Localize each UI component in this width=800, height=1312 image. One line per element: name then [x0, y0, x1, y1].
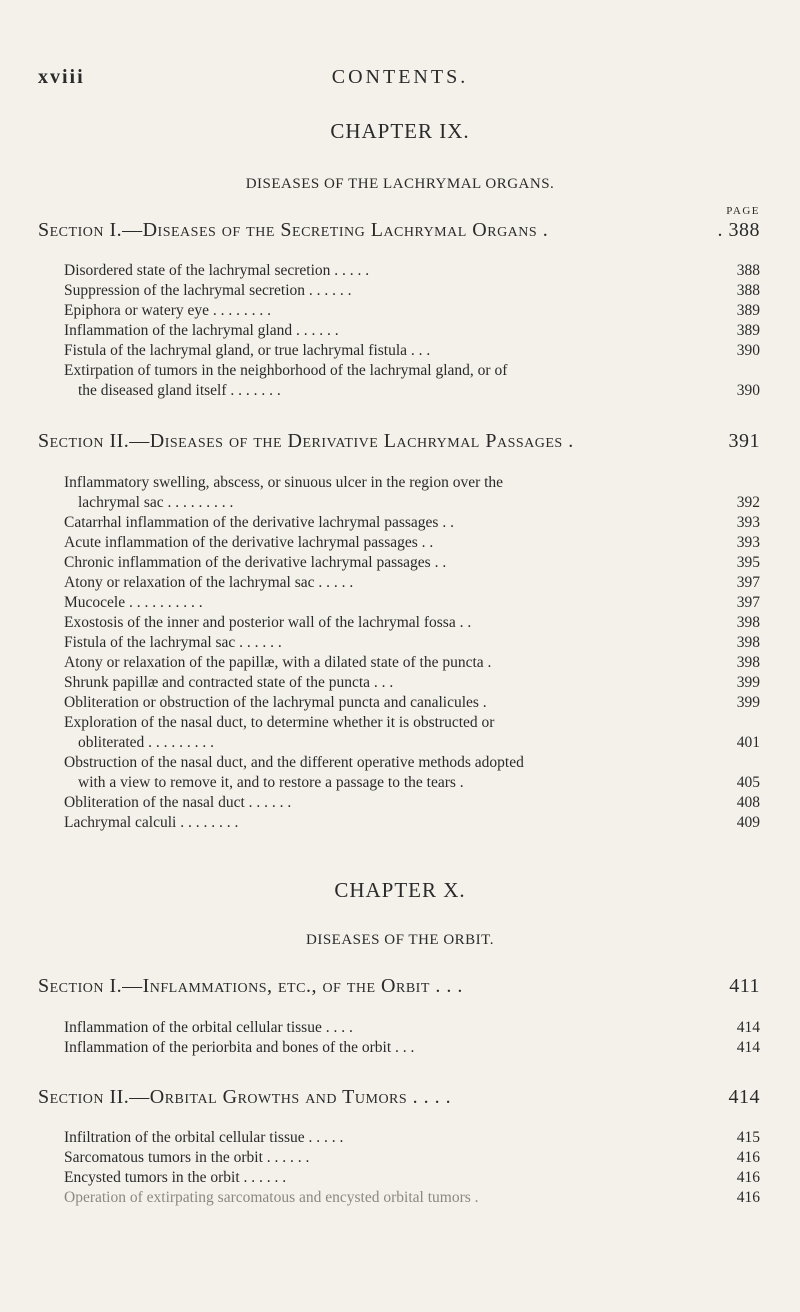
- chapter-subtitle: DISEASES OF THE LACHRYMAL ORGANS.: [245, 176, 555, 192]
- page-number: 392: [736, 494, 760, 511]
- page-number: 389: [736, 302, 760, 319]
- toc-entry: [64, 674, 760, 694]
- toc-entry: [64, 794, 760, 814]
- toc-entry: [64, 382, 760, 402]
- entry-text: Acute inflammation of the derivative lachrymal passages . .: [64, 534, 434, 551]
- entry-text: Shrunk papillæ and contracted state of the puncta . . .: [64, 674, 394, 691]
- entry-text: Lachrymal calculi . . . . . . . .: [64, 814, 239, 831]
- toc-entry: [64, 694, 760, 714]
- entry-text: Catarrhal inflammation of the derivative lachrymal passages . .: [64, 514, 454, 531]
- page-number: 416: [736, 1189, 760, 1206]
- section-title: Section I.—Diseases of the Secreting Lachrymal Organs .: [38, 219, 549, 241]
- running-head: [38, 66, 762, 96]
- entry-text: Chronic inflammation of the derivative lachrymal passages . .: [64, 554, 447, 571]
- toc-entry: [64, 574, 760, 594]
- toc-entry: [64, 262, 760, 282]
- page-number: 397: [736, 594, 760, 611]
- page-number: 393: [736, 534, 760, 551]
- toc-entry: [64, 302, 760, 322]
- page-number: 416: [736, 1169, 760, 1186]
- page-number: 405: [736, 774, 760, 791]
- entry-text: Inflammation of the lachrymal gland . . . . . .: [64, 322, 339, 339]
- entry-text: Atony or relaxation of the lachrymal sac . . . . .: [64, 574, 354, 591]
- section-heading: [38, 975, 760, 999]
- page-number: 414: [736, 1019, 760, 1036]
- page-number: 411: [729, 975, 760, 997]
- toc-entry: [64, 774, 760, 794]
- toc-entry: [64, 594, 760, 614]
- entry-text: Suppression of the lachrymal secretion . . . . . .: [64, 282, 352, 299]
- entry-text: Infiltration of the orbital cellular tissue . . . . .: [64, 1129, 344, 1146]
- page-column-label: PAGE: [726, 205, 760, 217]
- page-number: 414: [728, 1086, 760, 1108]
- toc-entry: [64, 1019, 760, 1039]
- entry-text: Encysted tumors in the orbit . . . . . .: [64, 1169, 287, 1186]
- entry-text: Exostosis of the inner and posterior wall of the lachrymal fossa . .: [64, 614, 472, 631]
- entry-text: Epiphora or watery eye . . . . . . . .: [64, 302, 272, 319]
- page-number: 391: [728, 430, 760, 452]
- toc-entry: [64, 1169, 760, 1189]
- running-title: CONTENTS.: [331, 66, 469, 88]
- entry-text: with a view to remove it, and to restore a passage to the tears .: [78, 774, 464, 791]
- page-number: 390: [736, 342, 760, 359]
- entry-text: Exploration of the nasal duct, to determine whether it is obstructed or: [64, 714, 495, 731]
- toc-entry: [64, 1149, 760, 1169]
- entry-text: Sarcomatous tumors in the orbit . . . . . .: [64, 1149, 310, 1166]
- toc-entry: [64, 734, 760, 754]
- toc-entry: [64, 362, 760, 382]
- page-number: 414: [736, 1039, 760, 1056]
- page-number: 393: [736, 514, 760, 531]
- entry-text: Obstruction of the nasal duct, and the different operative methods adopted: [64, 754, 524, 771]
- toc-entry: [64, 514, 760, 534]
- page-number: 399: [736, 694, 760, 711]
- toc-entry: [64, 634, 760, 654]
- entry-text: Extirpation of tumors in the neighborhood of the lachrymal gland, or of: [64, 362, 508, 379]
- page-folio: xviii: [38, 66, 85, 88]
- toc-entry: [64, 754, 760, 774]
- toc-entry: [64, 322, 760, 342]
- page-number: 395: [736, 554, 760, 571]
- section-title: Section II.—Orbital Growths and Tumors . . . .: [38, 1086, 452, 1108]
- chapter-title: CHAPTER X.: [334, 878, 466, 902]
- page-number: 390: [736, 382, 760, 399]
- page-number: 399: [736, 674, 760, 691]
- page-number: 398: [736, 634, 760, 651]
- page-number: 401: [736, 734, 760, 751]
- entry-text: Obliteration or obstruction of the lachrymal puncta and canalicules .: [64, 694, 487, 711]
- entry-text: Fistula of the lachrymal gland, or true lachrymal fistula . . .: [64, 342, 431, 359]
- page-number: 397: [736, 574, 760, 591]
- toc-entry: [64, 1129, 760, 1149]
- entry-text: Fistula of the lachrymal sac . . . . . .: [64, 634, 282, 651]
- entry-text: Obliteration of the nasal duct . . . . . .: [64, 794, 292, 811]
- page-number: 416: [736, 1149, 760, 1166]
- toc-entry: [64, 1189, 760, 1209]
- toc-entry: [64, 342, 760, 362]
- chapter-title: CHAPTER IX.: [330, 119, 470, 143]
- toc-entry: [64, 1039, 760, 1059]
- toc-entry: [64, 534, 760, 554]
- entry-text: Inflammation of the periorbita and bones of the orbit . . .: [64, 1039, 415, 1056]
- page-number: 388: [736, 262, 760, 279]
- section-title: Section II.—Diseases of the Derivative Lachrymal Passages .: [38, 430, 574, 452]
- entry-text: Inflammation of the orbital cellular tissue . . . .: [64, 1019, 353, 1036]
- entry-text: Atony or relaxation of the papillæ, with a dilated state of the puncta .: [64, 654, 492, 671]
- chapter-subtitle: DISEASES OF THE ORBIT.: [306, 932, 494, 948]
- toc-entry: [64, 494, 760, 514]
- entry-text: obliterated . . . . . . . . .: [78, 734, 215, 751]
- page-number: 398: [736, 614, 760, 631]
- page-number: . 388: [717, 219, 760, 241]
- toc-entry: [64, 614, 760, 634]
- section-title: Section I.—Inflammations, etc., of the Orbit . . .: [38, 975, 463, 997]
- toc-entry: [64, 554, 760, 574]
- toc-entry: [64, 714, 760, 734]
- entry-text: Mucocele . . . . . . . . . .: [64, 594, 203, 611]
- toc-entry: [64, 654, 760, 674]
- page-number: 388: [736, 282, 760, 299]
- entry-text: the diseased gland itself . . . . . . .: [78, 382, 281, 399]
- page-number: 408: [736, 794, 760, 811]
- section-heading: [38, 430, 760, 454]
- entry-text: lachrymal sac . . . . . . . . .: [78, 494, 234, 511]
- toc-entry: [64, 474, 760, 494]
- page-number: 409: [736, 814, 760, 831]
- toc-entry: [64, 282, 760, 302]
- entry-text: Inflammatory swelling, abscess, or sinuous ulcer in the region over the: [64, 474, 504, 491]
- section-heading: [38, 219, 760, 243]
- entry-text: Operation of extirpating sarcomatous and encysted orbital tumors .: [64, 1189, 479, 1206]
- entry-text: Disordered state of the lachrymal secretion . . . . .: [64, 262, 370, 279]
- page-number: 415: [736, 1129, 760, 1146]
- page-number: 398: [736, 654, 760, 671]
- section-heading: [38, 1086, 760, 1110]
- page-number: 389: [736, 322, 760, 339]
- toc-entry: [64, 814, 760, 834]
